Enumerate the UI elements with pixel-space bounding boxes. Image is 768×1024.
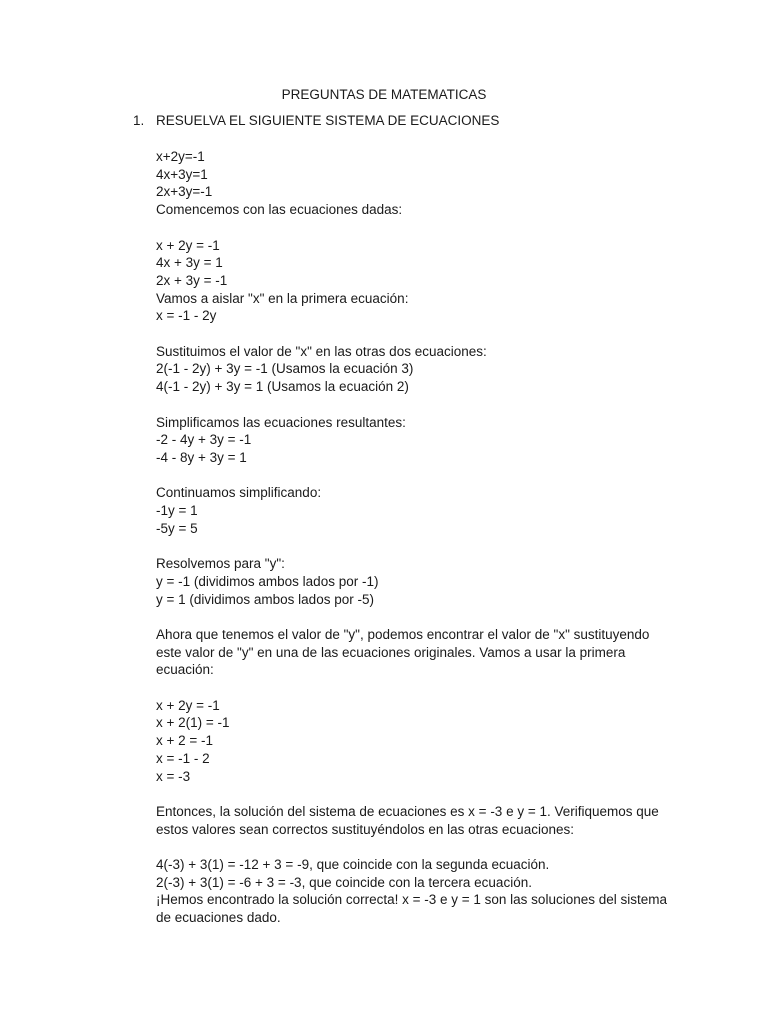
text-line: Simplificamos las ecuaciones resultantes: bbox=[156, 414, 406, 430]
text-line: -2 - 4y + 3y = -1 bbox=[156, 432, 252, 448]
text-line: -1y = 1 bbox=[156, 503, 198, 518]
text-line: x + 2 = -1 bbox=[156, 733, 214, 749]
text-line: 4(-3) + 3(1) = -12 + 3 = -9, que coincide con la segunda ecuación. bbox=[156, 856, 550, 872]
text-line: 4(-1 - 2y) + 3y = 1 (Usamos la ecuación 2) bbox=[156, 379, 409, 395]
blank-line bbox=[156, 467, 646, 485]
text-line: 2x + 3y = -1 bbox=[156, 272, 228, 288]
text-line: 2x+3y=-1 bbox=[156, 184, 213, 200]
text-line: Vamos a aislar "x" en la primera ecuación: bbox=[156, 290, 409, 306]
text-line: x+2y=-1 bbox=[156, 149, 205, 164]
page-title: PREGUNTAS DE MATEMATICAS bbox=[281, 87, 487, 102]
text-line: -5y = 5 bbox=[156, 520, 198, 536]
solution-body bbox=[156, 148, 668, 927]
text-line: Entonces, la solución del sistema de ecuaciones es x = -3 e y = 1. Verifiquemos que bbox=[156, 803, 659, 819]
text-line: Comencemos con las ecuaciones dadas: bbox=[156, 202, 403, 218]
question-number: 1. bbox=[133, 113, 145, 128]
text-line: x = -1 - 2 bbox=[156, 750, 210, 766]
text-line: 2(-3) + 3(1) = -6 + 3 = -3, que coincide con la tercera ecuación. bbox=[156, 874, 532, 890]
text-line: de ecuaciones dado. bbox=[156, 910, 281, 926]
blank-line bbox=[156, 785, 646, 803]
blank-line bbox=[156, 679, 646, 697]
question-heading: RESUELVA EL SIGUIENTE SISTEMA DE ECUACIONES bbox=[156, 113, 500, 128]
text-line: ecuación: bbox=[156, 662, 214, 678]
text-line: Ahora que tenemos el valor de "y", podemos encontrar el valor de "x" sustituyendo bbox=[156, 626, 650, 642]
text-line: ¡Hemos encontrado la solución correcta! x = -3 e y = 1 son las soluciones del sistema bbox=[156, 892, 668, 908]
text-line: x = -1 - 2y bbox=[156, 308, 217, 324]
text-line: Continuamos simplificando: bbox=[156, 485, 322, 501]
text-line: Resolvemos para "y": bbox=[156, 556, 285, 572]
text-line: y = -1 (dividimos ambos lados por -1) bbox=[156, 573, 379, 589]
text-line: este valor de "y" en una de las ecuaciones originales. Vamos a usar la primera bbox=[156, 644, 626, 660]
blank-line bbox=[156, 537, 646, 555]
blank-line bbox=[156, 838, 646, 856]
text-line: 4x+3y=1 bbox=[156, 166, 208, 182]
text-line: x + 2y = -1 bbox=[156, 697, 220, 713]
text-line: x + 2(1) = -1 bbox=[156, 715, 230, 731]
text-line: 4x + 3y = 1 bbox=[156, 255, 223, 271]
text-line: x = -3 bbox=[156, 768, 191, 784]
text-line: Sustituimos el valor de "x" en las otras dos ecuaciones: bbox=[156, 343, 487, 359]
blank-line bbox=[156, 396, 646, 414]
text-line: y = 1 (dividimos ambos lados por -5) bbox=[156, 591, 374, 607]
text-line: x + 2y = -1 bbox=[156, 237, 220, 253]
blank-line bbox=[156, 608, 646, 626]
blank-line bbox=[156, 219, 646, 237]
text-line: -4 - 8y + 3y = 1 bbox=[156, 449, 247, 465]
blank-line bbox=[156, 325, 646, 343]
text-line: estos valores sean correctos sustituyéndolos en las otras ecuaciones: bbox=[156, 821, 574, 837]
text-line: 2(-1 - 2y) + 3y = -1 (Usamos la ecuación 3) bbox=[156, 361, 414, 377]
